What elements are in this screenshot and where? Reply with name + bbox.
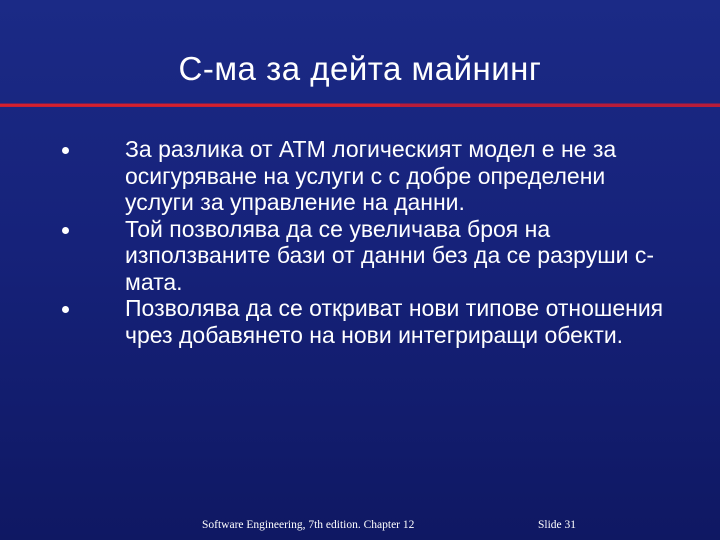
bullet-list (0, 136, 720, 348)
bullet-item (0, 295, 665, 348)
slide-number: Slide 31 (538, 519, 577, 531)
bullet-dot-icon (62, 227, 69, 234)
title-underline (0, 103, 720, 108)
bullet-item (0, 136, 665, 216)
bullet-text: Позволява да се откриват нови типове отношения чрез добавянето на нови интегриращи обекти. (125, 295, 664, 348)
bullet-text: Той позволява да се увеличава броя на използваните бази от данни без да се разруши с-мата. (125, 215, 655, 295)
slide-title: С-ма за дейта майнинг (178, 50, 542, 87)
bullet-text: За разлика от ATM логическият модел е не за осигуряване на услуги с с добре определени услуги за управление на данни. (125, 136, 617, 215)
footer-text: Software Engineering, 7th edition. Chapter 12 (202, 519, 415, 531)
bullet-dot-icon (62, 306, 69, 313)
bullet-dot-icon (62, 147, 69, 154)
bullet-item (0, 216, 665, 296)
